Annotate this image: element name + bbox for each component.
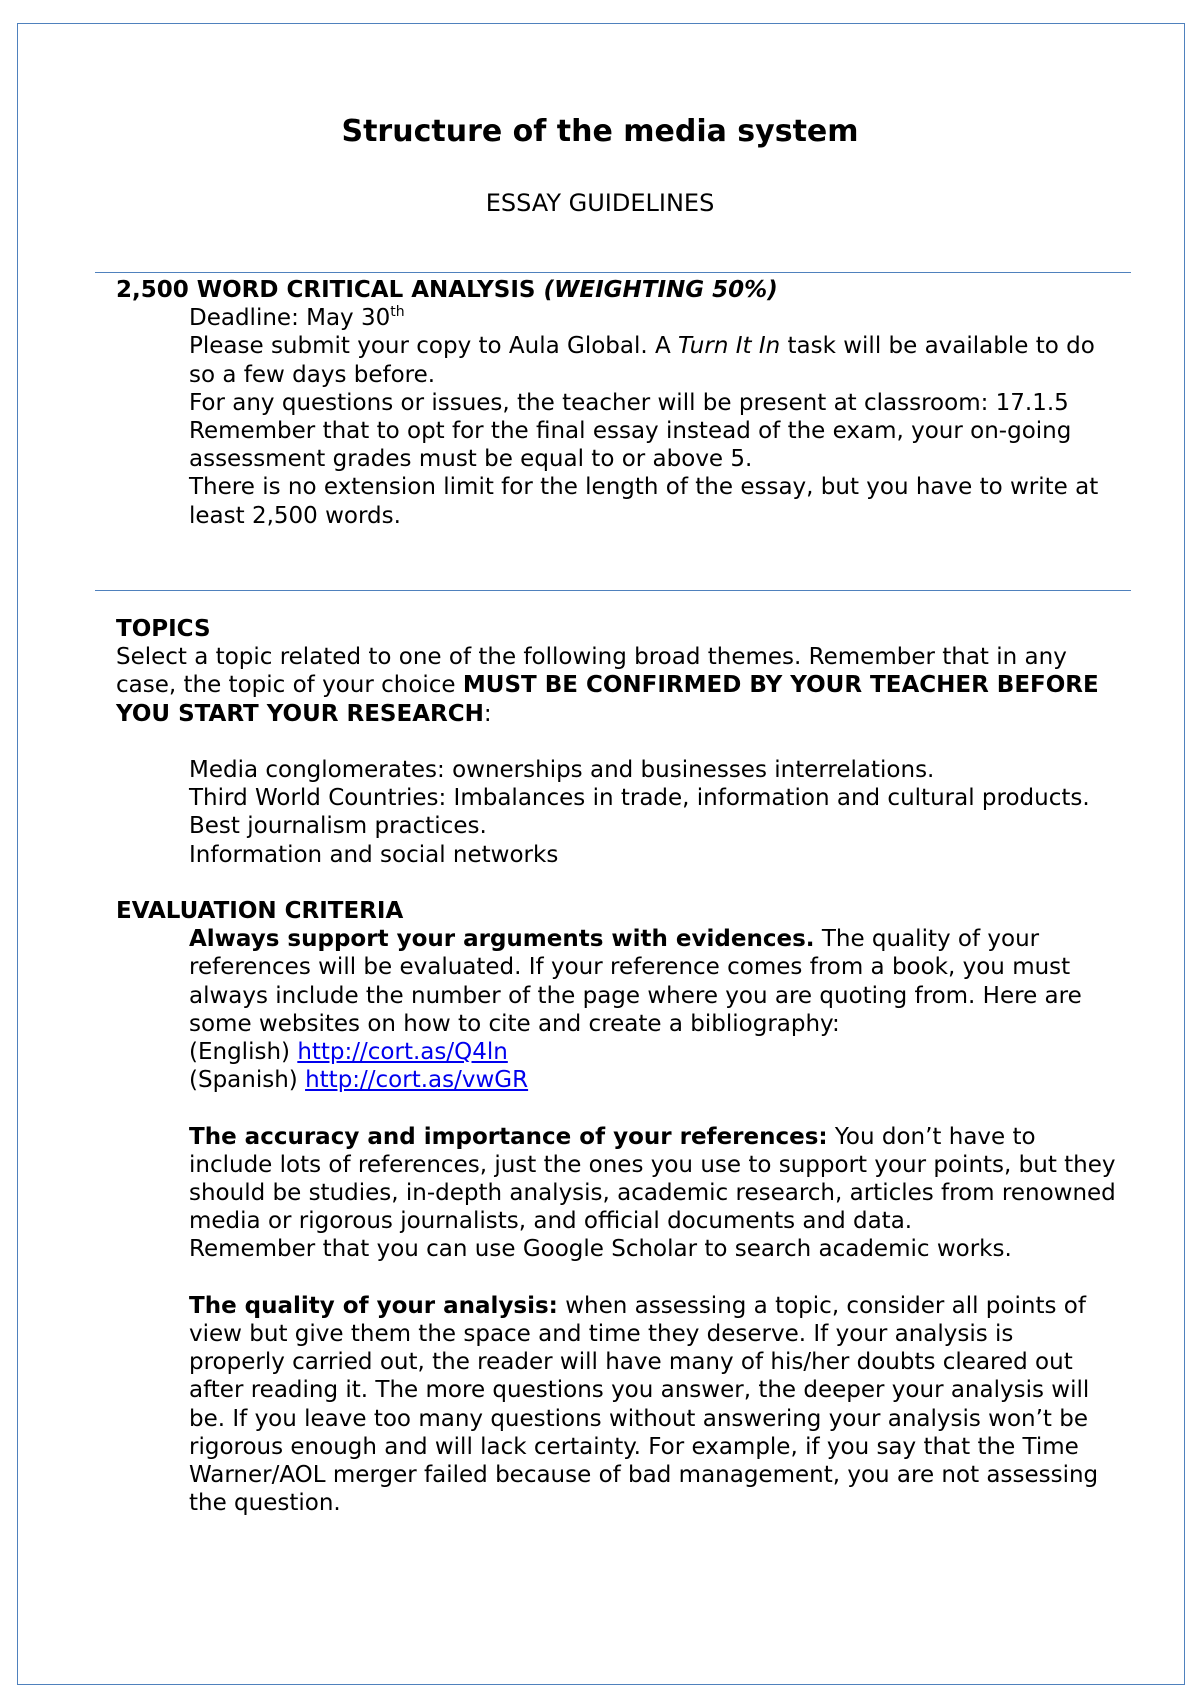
criterion-bold: The accuracy and importance of your references: [189, 1123, 828, 1150]
topics-heading: TOPICS [116, 616, 211, 642]
list-item [116, 332, 1116, 388]
spanish-citation-link[interactable]: http://cort.as/vwGR [305, 1067, 529, 1094]
classroom-text: For any questions or issues, the teacher will be present at classroom: 17.1.5 [189, 389, 1069, 416]
topics-intro-bold: MUST BE CONFIRMED BY YOUR TEACHER BEFORE YOU START YOUR RESEARCH [116, 672, 1099, 727]
criterion-bold: Always support your arguments with evidences. [189, 926, 815, 953]
list-item [116, 1123, 1116, 1292]
list-item [116, 417, 1116, 473]
list-item [116, 1292, 1116, 1518]
criterion-bold: The quality of your analysis: [189, 1292, 558, 1319]
list-item [116, 389, 1116, 417]
criteria-heading: EVALUATION CRITERIA [116, 898, 404, 924]
section-divider-bottom [95, 590, 1131, 591]
topics-intro-end: : [483, 700, 492, 727]
english-citation-link[interactable]: http://cort.as/Q4ln [297, 1039, 508, 1066]
topic-text: Information and social networks [189, 841, 559, 868]
list-item [116, 841, 1116, 869]
topics-list [116, 756, 1116, 869]
turnitin-text: Turn It In [678, 333, 781, 360]
deadline-text: Deadline: May 30 [189, 305, 391, 332]
analysis-heading-text: 2,500 WORD CRITICAL ANALYSIS [116, 277, 544, 303]
submit-text-post: task will be available to do so a few days before. [189, 333, 1095, 388]
topic-text: Best journalism practices. [189, 813, 487, 840]
document-title: Structure of the media system [341, 114, 859, 149]
criterion-text: when assessing a topic, consider all points of view but give them the space and time they deserve. If your analysis is properly carried out, the reader will have many of his/her doubts cleared out after reading it. The more questions you answer, the deeper your analysis will be. If you leave too many questions without answering your analysis won’t be rigorous enough and will lack certainty. For example, if you say that the Time Warner/AOL merger failed because of bad management, you are not assessing the question. [189, 1292, 1099, 1517]
criterion-text: The quality of your references will be evaluated. If your reference comes from a book, you must always include the number of the page where you are quoting from. Here are some websites on how to cite and create a bibliography: [189, 926, 1082, 1037]
topics-intro-text: Select a topic related to one of the following broad themes. Remember that in any case, the topic of your choice [116, 644, 1067, 699]
final-essay-text: Remember that to opt for the final essay instead of the exam, your on-going assessment grades must be equal to or above 5. [189, 418, 1072, 473]
section-divider-top [95, 272, 1131, 273]
topic-text: Media conglomerates: ownerships and businesses interrelations. [189, 757, 935, 783]
criteria-list [116, 925, 1116, 1517]
analysis-section [116, 276, 1116, 530]
analysis-weighting: (WEIGHTING 50%) [543, 277, 778, 303]
topic-text: Third World Countries: Imbalances in trade, information and cultural products. [189, 785, 1090, 812]
deadline-suffix: th [390, 304, 405, 321]
list-item [116, 812, 1116, 840]
submit-text-pre: Please submit your copy to Aula Global. A [189, 333, 679, 360]
length-text: There is no extension limit for the length of the essay, but you have to write at least 2,500 words. [189, 474, 1099, 529]
document-subtitle: ESSAY GUIDELINES [485, 189, 715, 217]
topics-intro [116, 643, 1116, 728]
topics-section [116, 615, 1116, 1517]
spanish-label: (Spanish) [189, 1067, 306, 1094]
analysis-heading [116, 276, 1116, 304]
criterion-note: Remember that you can use Google Scholar to search academic works. [189, 1236, 1012, 1263]
english-label: (English) [189, 1039, 298, 1066]
analysis-list [116, 304, 1116, 530]
criterion-text: You don’t have to include lots of references, just the ones you use to support your points, but they should be studies, in-depth analysis, academic research, articles from renowned media or rigorous journalists, and official documents and data. [189, 1123, 1116, 1235]
list-item [116, 784, 1116, 812]
list-item [116, 304, 1116, 332]
list-item [116, 925, 1116, 1122]
list-item [116, 756, 1116, 784]
list-item [116, 473, 1116, 529]
